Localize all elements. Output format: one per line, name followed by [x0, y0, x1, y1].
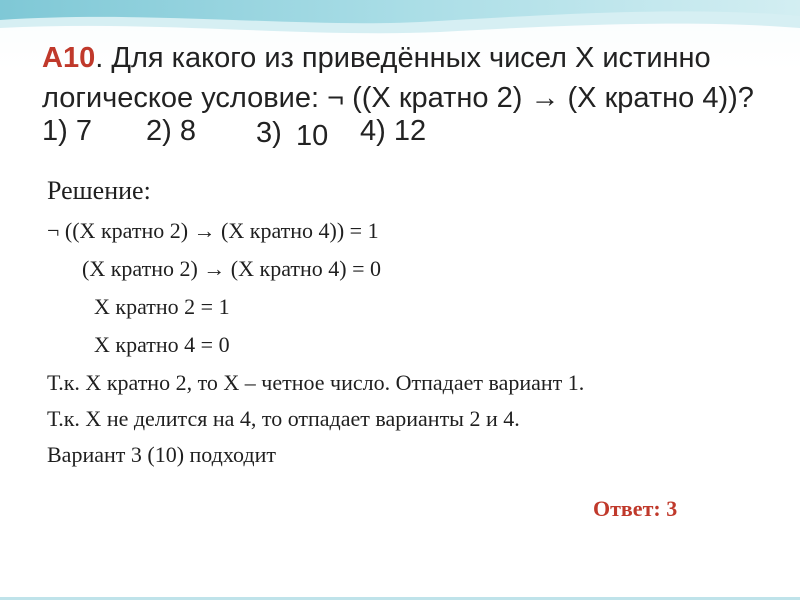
solution-line: X кратно 2 = 1 — [94, 294, 230, 319]
solution-line: ¬ ((X кратно 2) → (X кратно 4)) = 1 — [47, 218, 379, 243]
solution-line: X кратно 4 = 0 — [94, 332, 230, 357]
answer-text: Ответ: 3 — [593, 496, 678, 521]
question-line-2: логическое условие: ¬ ((X кратно 2) → (X кратно 4))? — [42, 82, 754, 114]
solution-line: Т.к. X не делится на 4, то отпадает варианты 2 и 4. — [47, 406, 520, 431]
option-3-value: 10 — [296, 120, 329, 152]
solution-line: (X кратно 2) → (X кратно 4) = 0 — [82, 256, 382, 281]
option-4: 4) 12 — [360, 115, 427, 147]
option-3-label: 3) — [256, 117, 282, 149]
solution-title: Решение: — [47, 176, 151, 205]
solution-line: Вариант 3 (10) подходит — [47, 442, 276, 467]
question-line-1 — [42, 44, 711, 73]
option-1: 1) 7 — [42, 115, 92, 147]
question-text-1: . Для какого из приведённых чисел X истинно — [95, 42, 711, 74]
question-number: А10 — [42, 42, 96, 74]
solution-line: Т.к. X кратно 2, то X – четное число. Отпадает вариант 1. — [47, 370, 585, 395]
option-2: 2) 8 — [146, 115, 196, 147]
